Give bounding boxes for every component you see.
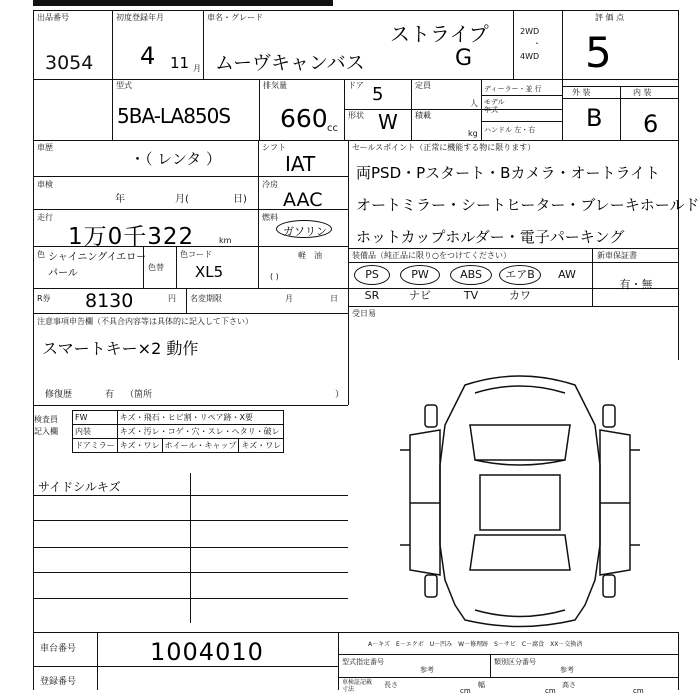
equip-pw-circle xyxy=(400,265,440,285)
diesel-label: 軽 油 xyxy=(298,251,322,260)
grade-handwritten-2: G xyxy=(455,46,473,71)
type-designation-sub: 参考 xyxy=(420,666,434,674)
color-code-label: 色コード xyxy=(180,250,212,259)
model-handwritten: 5BA-LA850S xyxy=(117,104,231,128)
fuel-circle xyxy=(276,220,332,238)
displacement-handwritten: 660 xyxy=(280,104,328,133)
repair-where: （箇所 xyxy=(125,390,153,400)
displacement-label: 排気量 xyxy=(263,81,287,90)
transfer-month: 月 xyxy=(285,294,293,303)
sales-point-label: セールスポイント（正常に機能する物に限ります） xyxy=(352,143,536,152)
color-change-label: 色替 xyxy=(148,263,164,272)
recycle-label: R券 xyxy=(37,294,51,303)
equip-navi: ナビ xyxy=(409,289,431,302)
inspector-row-fw xyxy=(73,411,284,425)
inspector-row-mirror xyxy=(73,439,284,453)
mileage-handwritten: 1万0千322 xyxy=(68,224,195,250)
equip-airbag: エアB xyxy=(505,268,535,281)
width-unit: cm xyxy=(545,687,556,695)
mileage-label: 走行 xyxy=(37,213,53,222)
car-wheels xyxy=(425,405,615,597)
inspector-cell: FW xyxy=(73,411,118,425)
inspector-row-interior xyxy=(73,425,284,439)
registration-label: 登録番号 xyxy=(40,677,77,687)
inspector-label: 検査員 記入欄 xyxy=(34,415,58,436)
equip-abs-circle xyxy=(450,265,492,285)
history-label: 車歴 xyxy=(37,143,53,152)
transfer-label: 名変期限 xyxy=(190,294,222,303)
height-unit: cm xyxy=(633,687,644,695)
equip-leather: カワ xyxy=(509,289,531,302)
capacity-label: 定員 xyxy=(415,81,431,90)
color-code-handwritten: XL5 xyxy=(195,263,224,281)
chassis-handwritten: 1004010 xyxy=(150,638,264,666)
inspector-cell: ドアミラー xyxy=(73,439,118,453)
top-bar xyxy=(33,0,333,6)
height-label: 高さ xyxy=(562,681,576,689)
first-reg-month: 11 xyxy=(170,54,190,72)
shift-handwritten: IAT xyxy=(285,152,316,176)
warranty-value: 有・無 xyxy=(619,278,653,291)
car-body-outline xyxy=(440,376,600,627)
displacement-unit: cc xyxy=(327,123,338,134)
inspection-year: 年 xyxy=(115,194,125,205)
dimensions-label: 車検証記載 寸法 xyxy=(342,679,373,693)
type-designation-label: 型式指定番号 xyxy=(342,658,384,666)
shape-label: 形状 xyxy=(348,111,364,120)
width-label: 幅 xyxy=(478,681,485,689)
shape-handwritten: W xyxy=(378,110,398,134)
car-name-handwritten: ムーヴキャンバス xyxy=(215,52,365,74)
new-warranty-label: 新車保証書 xyxy=(597,251,637,260)
fuel-handwritten: ガソリン xyxy=(283,225,327,238)
inspection-label: 車検 xyxy=(37,180,53,189)
mileage-unit: km xyxy=(219,236,232,245)
car-diagram xyxy=(395,365,645,635)
handle-label: ハンドル 左・右 xyxy=(484,126,536,134)
inspector-cell: キズ・ワレ xyxy=(117,439,162,453)
equip-aw: AW xyxy=(558,268,576,281)
sales-line-3: ホットカップホルダー・電子パーキング xyxy=(356,228,625,246)
notes-label: 注意事項申告欄（不具合内容等は具体的に記入して下さい） xyxy=(37,317,253,326)
first-reg-unit: 月 xyxy=(193,64,201,73)
score-label: 評 価 点 xyxy=(595,13,625,22)
drive-dot: ・ xyxy=(533,39,541,48)
exterior-score-handwritten: B xyxy=(586,104,603,132)
recycle-handwritten: 8130 xyxy=(85,290,134,312)
shift-label: シフト xyxy=(262,143,286,152)
equip-airbag-circle xyxy=(499,265,541,285)
fuel-paren: ( ) xyxy=(270,272,279,281)
inspector-cell: キズ・汚レ・コゲ・穴・スレ・ヘタリ・破レ xyxy=(117,425,284,439)
interior-score-handwritten: 6 xyxy=(643,110,659,138)
equip-ps: PS xyxy=(365,268,379,281)
side-sill-handwritten: サイドシルキズ xyxy=(38,480,121,494)
load-unit: kg xyxy=(468,129,478,138)
inspector-cell: キズ・ワレ xyxy=(239,439,284,453)
transfer-day: 日 xyxy=(330,294,338,303)
sales-line-2: オートミラー・シートヒーター・ブレーキホールド xyxy=(356,196,700,214)
history-value: ・（ レンタ ） xyxy=(130,150,222,168)
inspector-table xyxy=(72,410,284,453)
length-unit: cm xyxy=(460,687,471,695)
score-handwritten: 5 xyxy=(585,28,612,77)
name-grade-label: 車名・グレード xyxy=(207,13,263,22)
equip-sr: SR xyxy=(364,289,380,302)
color-handwritten: シャイニングイエロー パール xyxy=(48,252,147,279)
sales-line-1: 両PSD・Pスタート・Bカメラ・オートライト xyxy=(356,164,661,182)
exterior-label: 外 装 xyxy=(572,88,591,97)
model-year-label: モデル 年式 xyxy=(484,98,505,114)
equip-abs: ABS xyxy=(460,268,482,281)
inspection-month: 月( xyxy=(175,194,189,205)
door-label: ドア xyxy=(348,81,364,90)
chassis-label: 車台番号 xyxy=(40,644,77,654)
equip-tv: TV xyxy=(463,289,479,302)
model-label: 型式 xyxy=(116,81,132,90)
dealer-date-label: 受日易 xyxy=(352,309,376,318)
inspection-day: 日) xyxy=(233,194,247,205)
notes-handwritten: スマートキー×2 動作 xyxy=(42,339,199,358)
grade-handwritten: ストライプ xyxy=(390,22,489,46)
ac-handwritten: AAC xyxy=(283,189,323,211)
capacity-unit: 人 xyxy=(470,99,478,108)
car-right-doors xyxy=(600,430,640,575)
equip-label: 装備品（純正品に限り○をつけてください） xyxy=(352,251,511,260)
inspector-cell: キズ・飛石・ヒビ割・リペア跡・X要 xyxy=(117,411,284,425)
first-reg-label: 初度登録年月 xyxy=(116,13,164,22)
equip-ps-circle xyxy=(354,265,390,285)
inspector-cell: ホイール・キャップ xyxy=(162,439,239,453)
dealer-label: ディーラー・並 行 xyxy=(484,85,542,93)
recycle-unit: 円 xyxy=(168,294,176,303)
class-number-label: 類別区分番号 xyxy=(494,658,536,666)
lot-label: 出品番号 xyxy=(37,13,69,22)
first-reg-year: 4 xyxy=(140,42,156,70)
fuel-label: 燃料 xyxy=(262,213,278,222)
ac-label: 冷房 xyxy=(262,180,278,189)
door-handwritten: 5 xyxy=(372,84,384,105)
drive-2wd: 2WD xyxy=(520,27,540,36)
lot-number: 3054 xyxy=(45,52,94,74)
damage-legend: A－キズ E－エクボ U－凹み W－修理跡 S－サビ C－腐食 XX－交換済 xyxy=(368,641,583,648)
color-label: 色 xyxy=(37,250,45,259)
length-label: 長さ xyxy=(384,681,398,689)
car-left-doors xyxy=(400,430,440,575)
equip-pw: PW xyxy=(411,268,429,281)
repair-label: 修復歴 xyxy=(45,390,73,400)
class-number-sub: 参考 xyxy=(560,666,574,674)
interior-label: 内 装 xyxy=(633,88,652,97)
drive-4wd: 4WD xyxy=(520,52,540,61)
repair-close: ） xyxy=(335,390,345,400)
inspector-cell: 内装 xyxy=(73,425,118,439)
load-label: 積載 xyxy=(415,111,431,120)
repair-yes: 有 xyxy=(105,390,115,400)
